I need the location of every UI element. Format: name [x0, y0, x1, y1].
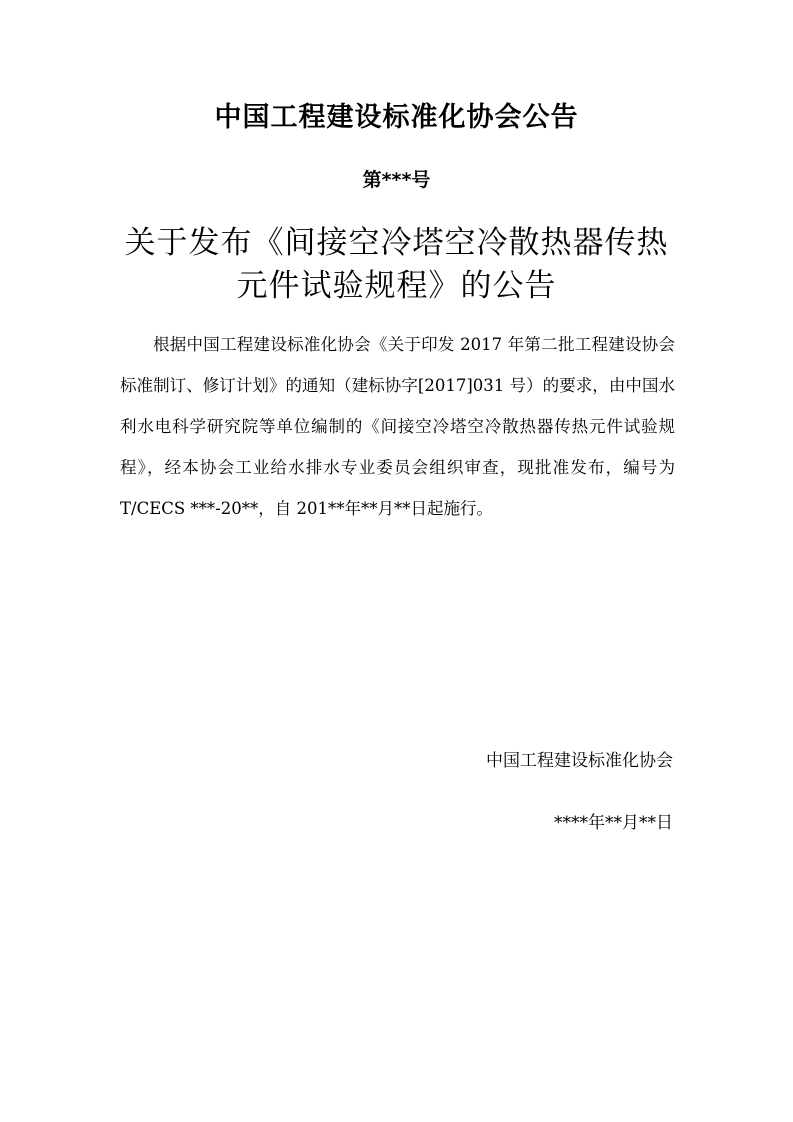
issuer-signature: 中国工程建设标准化协会 — [486, 751, 673, 771]
subject-line-2: 元件试验规程》的公告 — [236, 268, 557, 304]
announcement-org-title: 中国工程建设标准化协会公告 — [214, 102, 579, 133]
subject-line-1: 关于发布《间接空冷塔空冷散热器传热 — [124, 225, 669, 261]
notice-number: 第***号 — [362, 169, 431, 191]
announcement-body: 根据中国工程建设标准化协会《关于印发 2017 年第二批工程建设协会标准制订、修订计划》的通知（建标协字[2017]031 号）的要求，由中国水利水电科学研究院等单位编制的《间接空冷塔空冷散热器传热元件试验规程》，经本协会工业给水排水专业委员会组织审查，现批准发布，编号为 T/CECS ***-20**，自 201**年**月**日起施行。 — [120, 335, 675, 518]
announcement-subject — [110, 222, 683, 308]
issue-date: ****年**月**日 — [554, 813, 673, 833]
